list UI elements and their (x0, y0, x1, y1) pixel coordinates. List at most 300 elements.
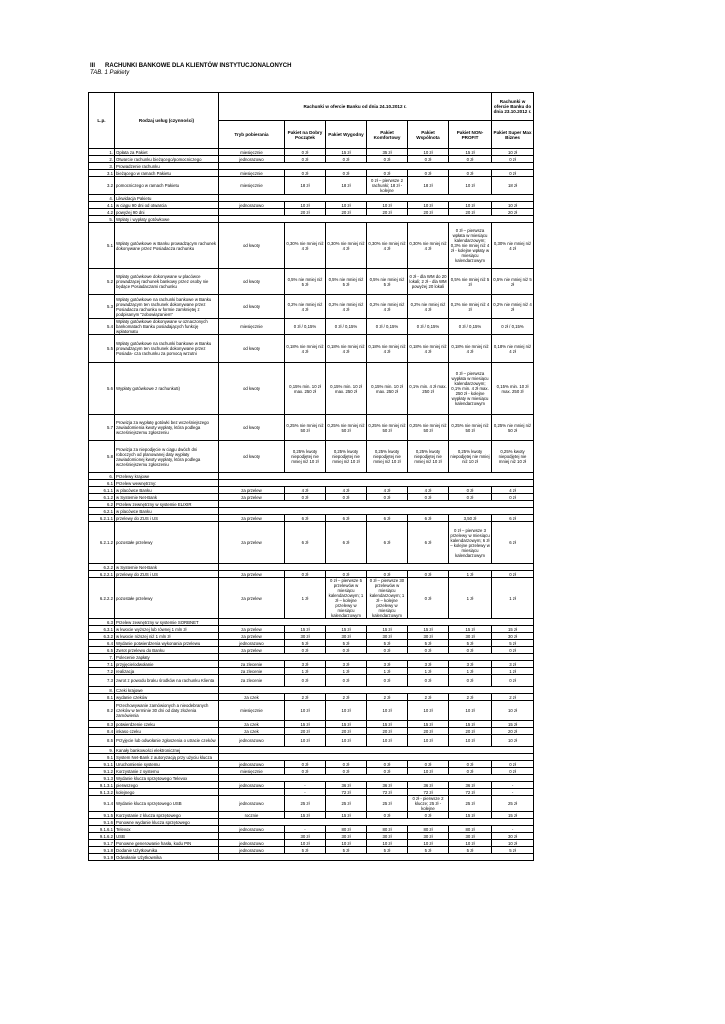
cell-pakiet-non-profit: 0,25% nie mniej niż 50 zł (449, 415, 492, 441)
cell-pakiet-non-profit: 0 zł (449, 170, 492, 177)
cell-pakiet-super-max: 0 zł (492, 170, 534, 177)
cell-pakiet-dobry-poczatek: - (285, 789, 326, 796)
cell-pakiet-wygodny: 0 zł (326, 768, 367, 775)
table-row (89, 494, 534, 501)
table-row (89, 177, 534, 195)
row-service: przelewy do ZUS i US (115, 571, 219, 578)
row-number: 2. (89, 156, 115, 163)
cell-pakiet-wspolnota: 0 zł (408, 494, 449, 501)
row-number: 6. (89, 473, 115, 480)
cell-pakiet-komfortowy: 0 zł (367, 571, 408, 578)
cell-pakiet-wygodny: 0,25% nie mniej niż 50 zł (326, 415, 367, 441)
cell-pakiet-non-profit: 0 zł – pierwsza wypłata w miesiącu kalendarzowym; 0,1% min. 4 zł max. 250 zł - kolejne wypłaty w miesiącu kalendarzowym (449, 363, 492, 415)
cell-pakiet-dobry-poczatek: 30 zł (285, 833, 326, 840)
row-mode: miesięcznie (219, 768, 285, 775)
cell-pakiet-dobry-poczatek: 0,25% nie mniej niż 50 zł (285, 415, 326, 441)
cell-pakiet-komfortowy: 15 zł (367, 626, 408, 633)
cell-pakiet-wspolnota: 20 zł (408, 209, 449, 216)
row-number: 8. (89, 687, 115, 694)
cell-pakiet-dobry-poczatek: - (285, 826, 326, 833)
row-number: 9.1.1 (89, 761, 115, 768)
cell-pakiet-super-max: 1 zł (492, 578, 534, 619)
table-row (89, 661, 534, 668)
row-number: 5.7 (89, 415, 115, 441)
cell-pakiet-wspolnota: 15 zł (408, 721, 449, 728)
cell-pakiet-dobry-poczatek: 30 zł (285, 633, 326, 640)
cell-pakiet-super-max: 5 zł (492, 847, 534, 854)
cell-pakiet-wspolnota: 15 zł (408, 626, 449, 633)
table-row (89, 826, 534, 833)
cell-pakiet-wspolnota: 10 zł (408, 202, 449, 209)
row-mode: jednorazowo (219, 847, 285, 854)
cell-pakiet-wygodny: 0 zł (326, 571, 367, 578)
row-service: Likwidacja Pakietu (115, 195, 219, 202)
table-row (89, 619, 534, 626)
cell-pakiet-wygodny: 2 zł (326, 694, 367, 701)
cell-pakiet-super-max: 10 zł (492, 701, 534, 721)
cell-pakiet-non-profit: 3,50 zł (449, 515, 492, 522)
row-service: Korzystanie z systemu (115, 768, 219, 775)
row-number: 8.3 (89, 721, 115, 728)
document-header (90, 63, 291, 77)
header-pakiet-dobry-poczatek: Pakiet na Dobry Początek (285, 121, 326, 149)
row-number: 9.1.2 (89, 768, 115, 775)
row-service: Otwarcie rachunku bieżącego/pomocniczego (115, 156, 219, 163)
cell-pakiet-dobry-poczatek: 0 zł (285, 156, 326, 163)
row-mode: za przelew (219, 571, 285, 578)
cell-pakiet-komfortowy: 6 zł (367, 522, 408, 564)
cell-pakiet-wspolnota: 5 zł (408, 640, 449, 647)
cell-pakiet-super-max: 0 zł (492, 571, 534, 578)
row-service: Ponowne generowanie hasła, kodu PIN (115, 840, 219, 847)
row-number: 9.1.7 (89, 840, 115, 847)
row-service: Wpłaty i wypłaty gotówkowe (115, 216, 219, 223)
row-mode: od kwoty (219, 295, 285, 319)
cell-pakiet-komfortowy: 0 zł (367, 156, 408, 163)
header-pakiet-super-max: Pakiet Super Max Biznes (492, 121, 534, 149)
cell-pakiet-super-max: 10 zł (492, 202, 534, 209)
cell-pakiet-wspolnota: 0 zł (408, 578, 449, 619)
row-service: Zwrot przelewu do Banku (115, 647, 219, 654)
table-row (89, 782, 534, 789)
cell-pakiet-dobry-poczatek: 15 zł (285, 721, 326, 728)
cell-pakiet-super-max: 15 zł (492, 721, 534, 728)
empty-cell (219, 819, 534, 826)
cell-pakiet-dobry-poczatek: 15 zł (285, 626, 326, 633)
row-number: 6.2.2.1 (89, 571, 115, 578)
cell-pakiet-non-profit: 2 zł (449, 694, 492, 701)
cell-pakiet-komfortowy: 0 zł / 0,15% (367, 319, 408, 335)
empty-cell (219, 195, 534, 202)
cell-pakiet-wygodny: 10 zł (326, 701, 367, 721)
cell-pakiet-wspolnota: 10 zł (408, 768, 449, 775)
row-service: pozostałe przelewy (115, 578, 219, 619)
cell-pakiet-non-profit: 0 zł (449, 647, 492, 654)
row-service: Prowizja za wypłatę gotówki bez wcześniejszego zawiadomienia kwoty wypłaty, która podlega wcześniejszemu zgłoszeniu (115, 415, 219, 441)
row-mode: za przelew (219, 647, 285, 654)
row-mode: za przelew (219, 578, 285, 619)
cell-pakiet-dobry-poczatek: 0,30% nie mniej niż 4 zł (285, 223, 326, 269)
row-service: Wydanie klucza sprzętowego Televox (115, 775, 219, 782)
empty-cell (219, 747, 534, 754)
cell-pakiet-komfortowy: 72 zł (367, 789, 408, 796)
row-mode: miesięcznie (219, 149, 285, 156)
row-service: Kanały bankowości elektronicznej (115, 747, 219, 754)
cell-pakiet-super-max: 10 zł (492, 840, 534, 847)
cell-pakiet-wygodny: 0 zł (326, 647, 367, 654)
cell-pakiet-komfortowy: 0 zł (367, 647, 408, 654)
row-mode: za przelew (219, 487, 285, 494)
row-service: Wpłaty gotówkowe na rachunki bankowe w Banku prowadzącym ten rachunek dokonywane przez Posiadacza rachunku w formie zamkniętej z podpisanym "zobowiązaniem" (115, 295, 219, 319)
table-row (89, 687, 534, 694)
cell-pakiet-non-profit: 20 zł (449, 728, 492, 735)
table-row (89, 626, 534, 633)
table-row (89, 571, 534, 578)
row-service: powyżej 90 dni (115, 209, 219, 216)
header-pakiet-wygodny: Pakiet Wygodny (326, 121, 367, 149)
table-row (89, 768, 534, 775)
table-row (89, 735, 534, 747)
row-number: 3.2 (89, 177, 115, 195)
cell-pakiet-komfortowy: 0,25% nie mniej niż 50 zł (367, 415, 408, 441)
cell-pakiet-wygodny: 80 zł (326, 826, 367, 833)
table-row (89, 647, 534, 654)
row-service: przyjęcie/odwołanie (115, 661, 219, 668)
row-number: 6.2.1.1 (89, 515, 115, 522)
table-row (89, 833, 534, 840)
cell-pakiet-wygodny: 36 zł (326, 782, 367, 789)
cell-pakiet-komfortowy: 0 zł (367, 768, 408, 775)
cell-pakiet-wspolnota: 72 zł (408, 789, 449, 796)
row-mode: za zlecenie (219, 661, 285, 668)
cell-pakiet-super-max: 20 zł (492, 209, 534, 216)
table-row (89, 747, 534, 754)
table-body (89, 149, 534, 861)
header-service: Rodzaj usług (czynności) (115, 93, 219, 149)
row-number: 9.1.9 (89, 854, 115, 861)
cell-pakiet-wygodny: 18 zł (326, 177, 367, 195)
row-service: w kwocie wyższej lub równej 1 mln zł (115, 626, 219, 633)
table-row (89, 149, 534, 156)
cell-pakiet-dobry-poczatek: 0 zł (285, 647, 326, 654)
row-service: realizacja (115, 668, 219, 675)
cell-pakiet-komfortowy: 0,18% nie mniej niż 4 zł (367, 335, 408, 363)
row-mode (219, 209, 285, 216)
cell-pakiet-komfortowy: 4 zł (367, 487, 408, 494)
table-row (89, 195, 534, 202)
cell-pakiet-non-profit: 10 zł (449, 177, 492, 195)
cell-pakiet-dobry-poczatek: 0 zł (285, 494, 326, 501)
cell-pakiet-dobry-poczatek: 0 zł (285, 761, 326, 768)
cell-pakiet-super-max: 0 zł (492, 647, 534, 654)
table-row (89, 319, 534, 335)
row-service: kolejnego (115, 789, 219, 796)
cell-pakiet-wspolnota: 10 zł (408, 735, 449, 747)
row-number: 9.1.8 (89, 847, 115, 854)
cell-pakiet-non-profit: 10 zł (449, 202, 492, 209)
cell-pakiet-wygodny: 5 zł (326, 847, 367, 854)
cell-pakiet-wspolnota: 0 zł (408, 761, 449, 768)
row-mode: miesięcznie (219, 319, 285, 335)
cell-pakiet-komfortowy: 0 zł (367, 494, 408, 501)
table-row (89, 694, 534, 701)
row-mode: za przelew (219, 494, 285, 501)
row-mode: miesięcznie (219, 701, 285, 721)
table-row (89, 415, 534, 441)
cell-pakiet-wspolnota: 0,18% nie mniej niż 4 zł (408, 335, 449, 363)
cell-pakiet-wygodny: 0,2% nie mniej niż 4 zł (326, 295, 367, 319)
cell-pakiet-komfortowy: 30 zł (367, 833, 408, 840)
table-row (89, 578, 534, 619)
fees-table (88, 92, 534, 861)
cell-pakiet-dobry-poczatek: 0 zł (285, 149, 326, 156)
table-row (89, 640, 534, 647)
cell-pakiet-dobry-poczatek: - (285, 782, 326, 789)
section-number: III (90, 63, 96, 69)
cell-pakiet-dobry-poczatek: 0,5% nie mniej niż 5 zł (285, 269, 326, 295)
cell-pakiet-wygodny: 10 zł (326, 735, 367, 747)
cell-pakiet-wspolnota: 0 zł (408, 812, 449, 819)
cell-pakiet-dobry-poczatek: 1 zł (285, 578, 326, 619)
row-number: 1. (89, 149, 115, 156)
row-service: Wydanie potwierdzenia wykonania przelewu (115, 640, 219, 647)
row-number: 8.1 (89, 694, 115, 701)
row-number: 9.1.6.1 (89, 826, 115, 833)
row-number: 9.1.3.2 (89, 789, 115, 796)
cell-pakiet-komfortowy: 0 zł (367, 761, 408, 768)
cell-pakiet-non-profit: 0,25% kwoty niepodjętej nie mniej niż 10 zł (449, 441, 492, 473)
cell-pakiet-super-max: 0,30% nie mniej niż 4 zł (492, 223, 534, 269)
row-service: Dodanie Użytkownika (115, 847, 219, 854)
row-mode: za przelew (219, 633, 285, 640)
row-number: 6.2.1 (89, 508, 115, 515)
cell-pakiet-dobry-poczatek: 25 zł (285, 796, 326, 812)
row-number: 5.1 (89, 223, 115, 269)
cell-pakiet-wspolnota: 1 zł (408, 668, 449, 675)
cell-pakiet-dobry-poczatek: 0 zł (285, 571, 326, 578)
cell-pakiet-wygodny: 0 zł / 0,15% (326, 319, 367, 335)
row-service: Czeki krajowe (115, 687, 219, 694)
row-mode: miesięcznie (219, 177, 285, 195)
row-number: 6.1.2 (89, 494, 115, 501)
row-service: System Net-Bank z autoryzacją przy użyciu klucza (115, 754, 219, 761)
row-number: 5.2 (89, 269, 115, 295)
cell-pakiet-dobry-poczatek: 15 zł (285, 812, 326, 819)
row-number: 5.5 (89, 335, 115, 363)
row-service: przelewy do ZUS i US (115, 515, 219, 522)
cell-pakiet-wygodny: 25 zł (326, 796, 367, 812)
cell-pakiet-komfortowy: 3 zł (367, 661, 408, 668)
cell-pakiet-dobry-poczatek: 6 zł (285, 515, 326, 522)
cell-pakiet-dobry-poczatek: 0 zł (285, 170, 326, 177)
row-service: Przelew wewnętrzny: (115, 480, 219, 487)
row-service: Przelew zewnętrzny w systemie SORBNET (115, 619, 219, 626)
row-service: Ponowne wydanie klucza sprzętowego (115, 819, 219, 826)
cell-pakiet-wygodny: 0,15% min. 10 zł max. 250 zł (326, 363, 367, 415)
row-service: zwrot z powodu braku środków na rachunku Klienta (115, 675, 219, 687)
cell-pakiet-non-profit: 0 zł (449, 494, 492, 501)
row-service: Prowizja za niepodjęcie w ciągu dwóch dni roboczych od planowanej daty wypłaty zawiadomionej kwoty wypłaty, która podlega wcześniejszemu zgłoszeniu (115, 441, 219, 473)
row-number: 4.2 (89, 209, 115, 216)
cell-pakiet-komfortowy: 0,15% min. 10 zł max. 250 zł (367, 363, 408, 415)
cell-pakiet-dobry-poczatek: 1 zł (285, 668, 326, 675)
cell-pakiet-super-max: 0 zł (492, 494, 534, 501)
table-row (89, 522, 534, 564)
cell-pakiet-wspolnota: 5 zł (408, 847, 449, 854)
cell-pakiet-super-max: 1 zł (492, 668, 534, 675)
cell-pakiet-super-max: 30 zł (492, 833, 534, 840)
cell-pakiet-non-profit: 1 zł (449, 668, 492, 675)
row-service: Przelew zewnętrzny w systemie ELIXIR (115, 501, 219, 508)
row-service: w kwocie niższej niż 1 mln zł (115, 633, 219, 640)
empty-cell (219, 564, 534, 571)
row-service: Wypłaty gotówkowe z rachunku5) (115, 363, 219, 415)
row-mode: jednorazowo (219, 826, 285, 833)
table-row (89, 796, 534, 812)
row-number: 6.3.1 (89, 626, 115, 633)
cell-pakiet-wspolnota: 0 zł - pierwsze 2 klucze; 25 zł - kolejne (408, 796, 449, 812)
row-service: Wpłaty gotówkowe w Banku prowadzącym rachunek dokonywane przez Posiadacza rachunku (115, 223, 219, 269)
cell-pakiet-non-profit: 10 zł (449, 701, 492, 721)
table-row (89, 775, 534, 782)
row-service: Wydanie klucza sprzętowego USB (115, 796, 219, 812)
cell-pakiet-dobry-poczatek: 0,2% nie mniej niż 4 zł (285, 295, 326, 319)
row-number: 9. (89, 747, 115, 754)
cell-pakiet-komfortowy: 6 zł (367, 515, 408, 522)
row-number: 6.4 (89, 640, 115, 647)
cell-pakiet-wygodny: 4 zł (326, 487, 367, 494)
table-row (89, 480, 534, 487)
cell-pakiet-wygodny: 0 zł (326, 761, 367, 768)
row-number: 9.1.6.2 (89, 833, 115, 840)
cell-pakiet-super-max: 0,5% nie mniej niż 5 zł (492, 269, 534, 295)
cell-pakiet-non-profit: 80 zł (449, 826, 492, 833)
table-row (89, 216, 534, 223)
row-service: Wpłaty gotówkowe na rachunki bankowe w Banku prowadzącym ten rachunek dokonywane przez Posiada- cza rachunku za pomocą wrzutni (115, 335, 219, 363)
table-row (89, 789, 534, 796)
cell-pakiet-non-profit: 0 zł (449, 675, 492, 687)
cell-pakiet-komfortowy: 36 zł (367, 782, 408, 789)
table-row (89, 501, 534, 508)
cell-pakiet-super-max: 10 zł (492, 735, 534, 747)
cell-pakiet-super-max: 0,25% nie mniej niż 50 zł (492, 415, 534, 441)
cell-pakiet-super-max: 0,18% nie mniej niż 4 zł (492, 335, 534, 363)
cell-pakiet-non-profit: 0,5% nie mniej niż 5 zł (449, 269, 492, 295)
cell-pakiet-wspolnota: 0 zł / 0,15% (408, 319, 449, 335)
section-title: RACHUNKI BANKOWE DLA KLIENTÓW INSTYTUCJONALONYCH (105, 63, 292, 69)
cell-pakiet-komfortowy: 0,25% kwoty niepodjętej nie mniej niż 10 zł (367, 441, 408, 473)
row-service: w Systemie Net-Bank (115, 564, 219, 571)
cell-pakiet-wspolnota: 0 zł (408, 675, 449, 687)
cell-pakiet-wspolnota: 0,25% nie mniej niż 50 zł (408, 415, 449, 441)
cell-pakiet-super-max: 18 zł (492, 177, 534, 195)
table-row (89, 840, 534, 847)
cell-pakiet-komfortowy: 10 zł (367, 701, 408, 721)
cell-pakiet-wygodny: 10 zł (326, 202, 367, 209)
cell-pakiet-super-max: 0,15% min. 10 zł max. 250 zł (492, 363, 534, 415)
cell-pakiet-wygodny: 3 zł (326, 661, 367, 668)
cell-pakiet-komfortowy: 10 zł (367, 735, 408, 747)
table-row (89, 487, 534, 494)
cell-pakiet-non-profit: 15 zł (449, 626, 492, 633)
row-service: Przyjęcie lub odwołanie zgłoszenia o utracie czeków (115, 735, 219, 747)
empty-cell (219, 854, 534, 861)
table-row (89, 295, 534, 319)
cell-pakiet-dobry-poczatek: 10 zł (285, 840, 326, 847)
cell-pakiet-non-profit: 0 zł (449, 761, 492, 768)
row-number: 3.1 (89, 170, 115, 177)
table-row (89, 847, 534, 854)
cell-pakiet-super-max: 10 zł (492, 149, 534, 156)
table-row (89, 819, 534, 826)
empty-cell (219, 754, 534, 761)
cell-pakiet-komfortowy: 0 zł – pierwsze 2 rachunki; 18 zł - kolejne (367, 177, 408, 195)
row-mode: jednorazowo (219, 782, 285, 789)
cell-pakiet-wygodny: 6 zł (326, 522, 367, 564)
table-row (89, 633, 534, 640)
row-mode: jednorazowo (219, 796, 285, 812)
cell-pakiet-non-profit: 0,2% nie mniej niż 4 zł (449, 295, 492, 319)
cell-pakiet-wygodny: 5 zł (326, 640, 367, 647)
cell-pakiet-wspolnota: 6 zł (408, 522, 449, 564)
cell-pakiet-wygodny: 15 zł (326, 626, 367, 633)
cell-pakiet-wygodny: 10 zł (326, 840, 367, 847)
row-service: w Systemie Net-Bank (115, 494, 219, 501)
row-mode: za czek (219, 721, 285, 728)
table-row (89, 564, 534, 571)
row-service: Korzystanie z klucza sprzętowego (115, 812, 219, 819)
cell-pakiet-non-profit: 0,18% nie mniej niż 4 zł (449, 335, 492, 363)
cell-pakiet-super-max: 6 zł (492, 522, 534, 564)
cell-pakiet-non-profit: 5 zł (449, 640, 492, 647)
header-pakiet-non-profit: Pakiet NON-PROFIT (449, 121, 492, 149)
cell-pakiet-dobry-poczatek: 10 zł (285, 701, 326, 721)
cell-pakiet-wspolnota: 0 zł (408, 170, 449, 177)
row-number: 7.3 (89, 675, 115, 687)
cell-pakiet-dobry-poczatek: 0,15% min. 10 zł max. 250 zł (285, 363, 326, 415)
cell-pakiet-wspolnota: 0 zł - dla WM do 20 lokali; 2 zł - dla WM powyżej 20 lokali (408, 269, 449, 295)
cell-pakiet-wygodny: 15 zł (326, 721, 367, 728)
cell-pakiet-non-profit: 36 zł (449, 782, 492, 789)
cell-pakiet-komfortowy: 10 zł (367, 840, 408, 847)
cell-pakiet-wygodny: 20 zł (326, 728, 367, 735)
cell-pakiet-wspolnota: 80 zł (408, 826, 449, 833)
row-number: 5.8 (89, 441, 115, 473)
cell-pakiet-non-profit: 0 zł / 0,15% (449, 319, 492, 335)
row-mode: jednorazowo (219, 156, 285, 163)
table-row (89, 335, 534, 363)
cell-pakiet-non-profit: 0 zł (449, 487, 492, 494)
row-number: 6.1.1 (89, 487, 115, 494)
cell-pakiet-wygodny: 15 zł (326, 812, 367, 819)
row-mode: od kwoty (219, 441, 285, 473)
cell-pakiet-non-profit: 0 zł (449, 156, 492, 163)
row-number: 9.1 (89, 754, 115, 761)
cell-pakiet-komfortowy: 15 zł (367, 721, 408, 728)
cell-pakiet-wspolnota: 30 zł (408, 833, 449, 840)
row-mode: rocznie (219, 812, 285, 819)
row-number: 7. (89, 654, 115, 661)
row-service: pomocniczego w ramach Pakietu (115, 177, 219, 195)
row-mode: miesięcznie (219, 170, 285, 177)
cell-pakiet-komfortowy: 1 zł (367, 668, 408, 675)
row-service: Polecenie zapłaty (115, 654, 219, 661)
cell-pakiet-dobry-poczatek: 3 zł (285, 661, 326, 668)
empty-cell (219, 501, 534, 508)
cell-pakiet-non-profit: 0 zł – pierwsze 3 przelewy w miesiącu kalendarzowym; 6 zł – kolejne przelewy w miesiącu kalendarzowym (449, 522, 492, 564)
cell-pakiet-non-profit: 0 zł – pierwsza wpłata w miesiącu kalendarzowym; 0,3% nie mniej niż 4 zł - kolejne wpłaty w miesiącu kalendarzowym (449, 223, 492, 269)
row-number: 6.3.2 (89, 633, 115, 640)
